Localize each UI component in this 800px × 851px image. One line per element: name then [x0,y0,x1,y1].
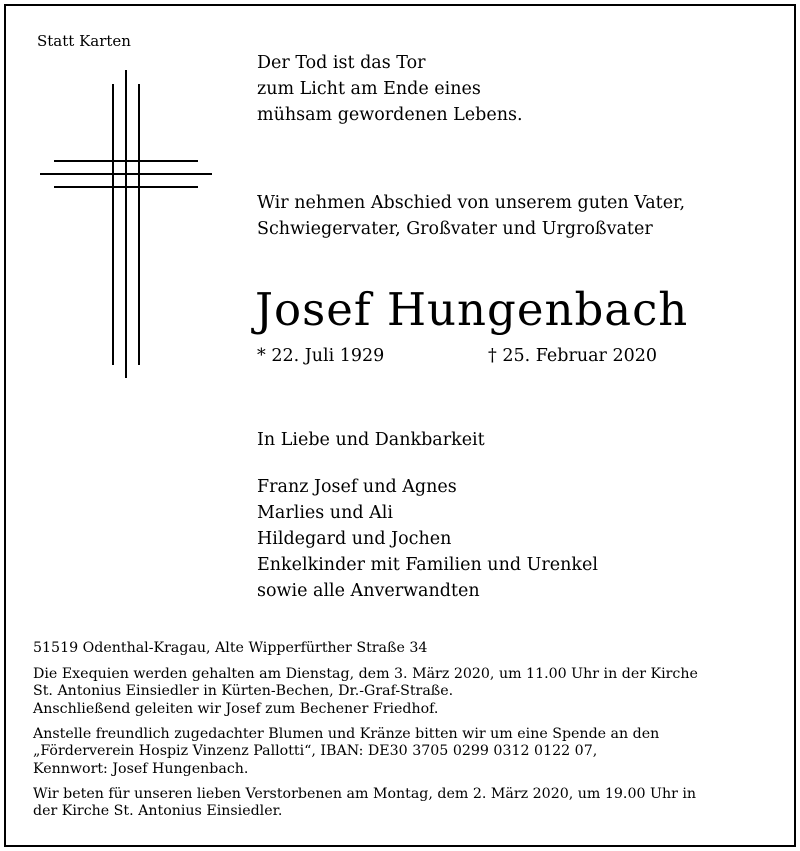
mourner: sowie alle Anverwandten [257,581,480,601]
exequien-notice [33,666,698,718]
notice-line: Die Exequien werden gehalten am Dienstag, dem 3. März 2020, um 11.00 Uhr in der Kirche [33,666,698,682]
donation-notice [33,726,659,778]
address: 51519 Odenthal-Kragau, Alte Wipperfürther Straße 34 [33,640,428,656]
intro-line: Wir nehmen Abschied von unserem guten Vater, [257,193,686,213]
deceased-name: Josef Hungenbach [255,283,689,336]
poem-line: Der Tod ist das Tor [257,53,426,73]
farewell-intro [257,190,685,242]
mourner: Hildegard und Jochen [257,529,452,549]
notice-line: Anstelle freundlich zugedachter Blumen und Kränze bitten wir um eine Spende an den [33,726,660,742]
cross-icon [40,70,212,380]
prayer-notice [33,786,696,821]
mourner: Franz Josef und Agnes [257,477,457,497]
notice-line: der Kirche St. Antonius Einsiedler. [33,803,283,820]
notice-line: Anschließend geleiten wir Josef zum Bechener Friedhof. [33,700,439,717]
notice-line: Wir beten für unseren lieben Verstorbenen am Montag, dem 2. März 2020, um 19.00 Uhr in [33,786,697,802]
statt-karten-note: Statt Karten [37,32,131,50]
notice-line: Kennwort: Josef Hungenbach. [33,760,249,777]
mourner: Marlies und Ali [257,503,393,523]
notice-line: „Förderverein Hospiz Vinzenz Pallotti“, IBAN: DE30 3705 0299 0312 0122 07, [33,743,598,760]
mourners-list [257,474,598,604]
poem [257,50,523,128]
birth-date: * 22. Juli 1929 [257,346,385,366]
mourner: Enkelkinder mit Familien und Urenkel [257,555,598,575]
poem-line: mühsam gewordenen Lebens. [257,105,523,125]
poem-line: zum Licht am Ende eines [257,79,481,99]
closing-line: In Liebe und Dankbarkeit [257,430,485,450]
death-date: † 25. Februar 2020 [488,346,657,366]
intro-line: Schwiegervater, Großvater und Urgroßvater [257,219,653,239]
notice-line: St. Antonius Einsiedler in Kürten-Bechen, Dr.-Graf-Straße. [33,683,454,700]
